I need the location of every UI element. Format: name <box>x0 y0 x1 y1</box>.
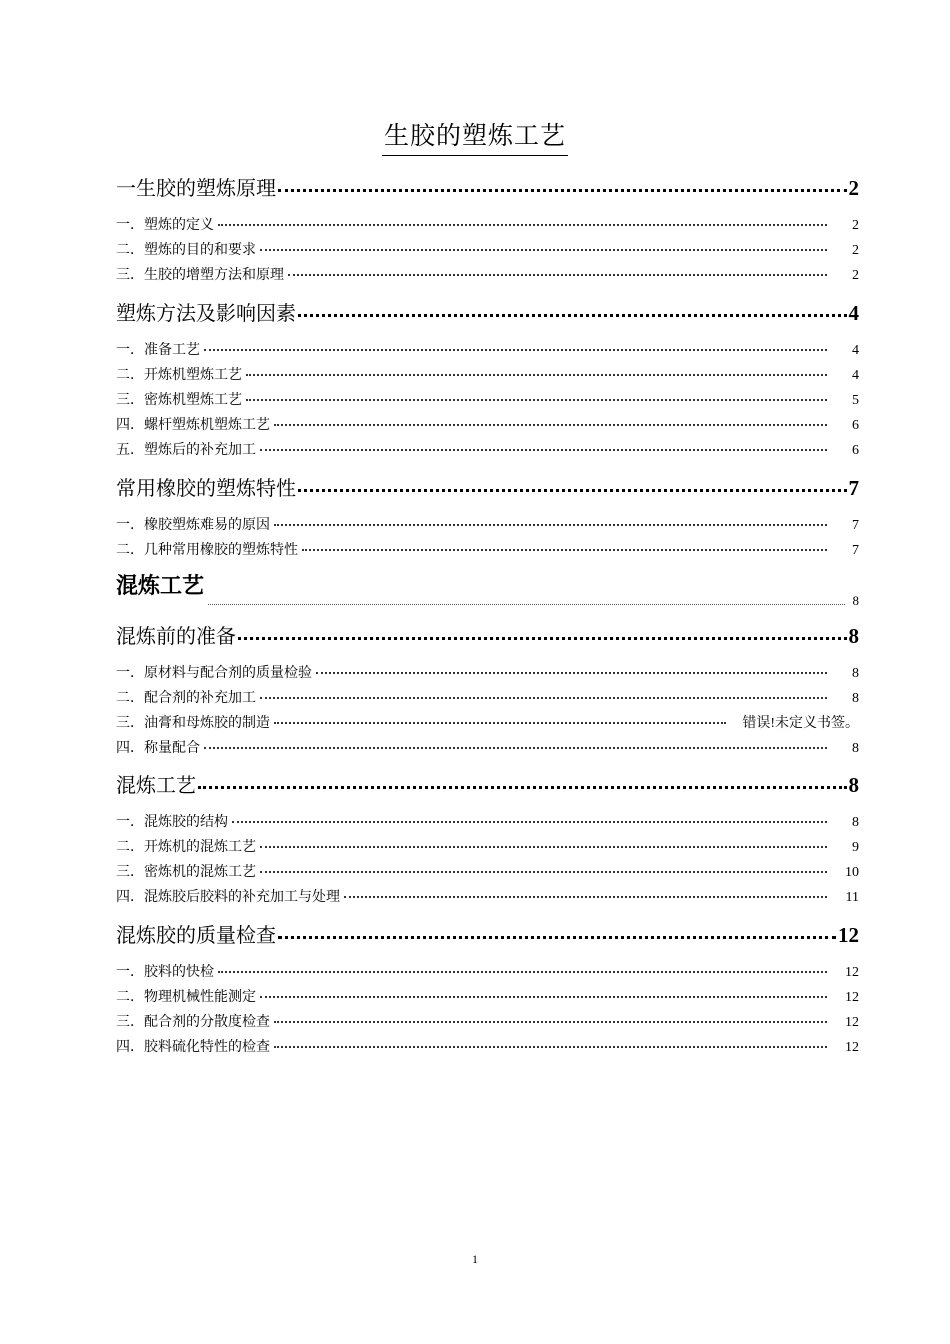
toc-item-label: 一．胶料的快检 <box>116 964 214 980</box>
toc-item[interactable] <box>116 886 859 906</box>
toc-heading[interactable] <box>116 620 859 649</box>
toc-item-label: 二．配合剂的补充加工 <box>116 690 256 706</box>
toc-item-page: 8 <box>852 691 859 706</box>
toc-heading[interactable] <box>116 769 859 798</box>
dot-leader <box>238 637 847 640</box>
toc-heading-page: 4 <box>848 301 859 325</box>
toc-item-label: 二．开炼机塑炼工艺 <box>116 367 242 383</box>
toc-item[interactable] <box>116 836 859 856</box>
toc-item-page: 错误!未定义书签。 <box>742 716 859 731</box>
toc-item-label: 一．混炼胶的结构 <box>116 814 228 830</box>
toc-item-label: 一．橡胶塑炼难易的原因 <box>116 517 270 533</box>
toc-heading[interactable] <box>116 919 859 948</box>
dot-leader <box>278 936 836 939</box>
toc-item-label: 一．原材料与配合剂的质量检验 <box>116 665 312 681</box>
toc-heading-page: 8 <box>848 624 859 648</box>
dot-leader <box>260 697 827 699</box>
toc-item[interactable] <box>116 539 859 559</box>
dot-leader <box>204 747 827 749</box>
toc-item-page: 2 <box>852 268 859 283</box>
dot-leader <box>274 722 726 724</box>
toc-item[interactable] <box>116 1036 859 1056</box>
dot-leader <box>288 274 827 276</box>
toc-item-page: 8 <box>852 815 859 830</box>
toc-item[interactable] <box>116 737 859 757</box>
dot-leader <box>298 314 847 317</box>
toc-item-label: 三．配合剂的分散度检查 <box>116 1014 270 1030</box>
toc-item[interactable] <box>116 389 859 409</box>
toc-item-label: 三．油膏和母炼胶的制造 <box>116 715 270 731</box>
dot-leader <box>274 524 827 526</box>
toc-item-label: 二．物理机械性能测定 <box>116 989 256 1005</box>
dot-leader <box>260 249 827 251</box>
toc-item-page: 5 <box>852 393 859 408</box>
toc-item[interactable] <box>116 961 859 981</box>
dot-leader <box>204 349 827 351</box>
toc-item[interactable] <box>116 986 859 1006</box>
toc-heading[interactable] <box>116 472 859 501</box>
toc-heading-label: 常用橡胶的塑炼特性 <box>116 476 296 500</box>
toc-item-page: 12 <box>845 1040 859 1055</box>
toc-item[interactable] <box>116 662 859 682</box>
dot-leader <box>246 399 827 401</box>
toc-item-label: 一．准备工艺 <box>116 342 200 358</box>
dot-leader <box>274 424 827 426</box>
toc-item[interactable] <box>116 364 859 384</box>
toc-item-page: 6 <box>852 418 859 433</box>
toc-item-label: 四．胶料硫化特性的检查 <box>116 1039 270 1055</box>
dot-leader <box>302 549 827 551</box>
toc-item-page: 4 <box>852 343 859 358</box>
toc-item-label: 二．几种常用橡胶的塑炼特性 <box>116 542 298 558</box>
toc-item-page: 7 <box>852 518 859 533</box>
toc-item-label: 二．开炼机的混炼工艺 <box>116 839 256 855</box>
toc-heading-page: 12 <box>838 923 859 947</box>
dot-leader <box>316 672 827 674</box>
dot-leader <box>344 896 827 898</box>
toc-item-page: 12 <box>845 990 859 1005</box>
toc-item-page: 10 <box>845 865 859 880</box>
toc-heading[interactable] <box>116 172 859 201</box>
toc-heading[interactable] <box>116 297 859 326</box>
toc-item-page: 8 <box>852 741 859 756</box>
toc-item[interactable] <box>116 687 859 707</box>
toc-item-label: 二．塑炼的目的和要求 <box>116 242 256 258</box>
dot-leader <box>246 374 827 376</box>
document-title: 生胶的塑炼工艺 <box>0 116 950 156</box>
toc-item-label: 五．塑炼后的补充加工 <box>116 442 256 458</box>
toc-item-page: 11 <box>845 890 859 905</box>
toc-item[interactable] <box>116 1011 859 1031</box>
toc-item[interactable] <box>116 712 859 732</box>
toc-item-page: 6 <box>852 443 859 458</box>
dot-leader <box>274 1046 827 1048</box>
toc-heading-label: 混炼前的准备 <box>116 624 236 648</box>
dot-leader <box>208 604 845 605</box>
toc-item-label: 三．密炼机塑炼工艺 <box>116 392 242 408</box>
toc-item-label: 一．塑炼的定义 <box>116 217 214 233</box>
toc-heading-page: 2 <box>848 176 859 200</box>
toc-item[interactable] <box>116 339 859 359</box>
toc-item[interactable] <box>116 514 859 534</box>
toc-item-page: 12 <box>845 1015 859 1030</box>
toc-item-label: 四．混炼胶后胶料的补充加工与处理 <box>116 889 340 905</box>
dot-leader <box>260 846 827 848</box>
toc-heading-label: 混炼工艺 <box>116 773 196 797</box>
toc-item[interactable] <box>116 861 859 881</box>
toc-item-label: 三．密炼机的混炼工艺 <box>116 864 256 880</box>
toc-item[interactable] <box>116 414 859 434</box>
toc-item-label: 四．称量配合 <box>116 740 200 756</box>
dot-leader <box>298 489 847 492</box>
toc-heading-page: 8 <box>852 593 859 608</box>
toc-item-label: 四．螺杆塑炼机塑炼工艺 <box>116 417 270 433</box>
toc-item[interactable] <box>116 264 859 284</box>
toc-item-page: 2 <box>852 243 859 258</box>
toc-heading[interactable] <box>116 569 859 608</box>
toc-item[interactable] <box>116 811 859 831</box>
dot-leader <box>218 224 827 226</box>
toc-item-page: 9 <box>852 840 859 855</box>
dot-leader <box>260 871 827 873</box>
dot-leader <box>198 786 847 789</box>
dot-leader <box>278 189 847 192</box>
toc-item[interactable] <box>116 239 859 259</box>
toc-item-page: 8 <box>852 666 859 681</box>
toc-heading-label: 混炼工艺 <box>116 574 205 599</box>
toc-item-page: 7 <box>852 543 859 558</box>
toc-heading-label: 一生胶的塑炼原理 <box>116 176 276 200</box>
toc-item-page: 12 <box>845 965 859 980</box>
toc-heading-page: 7 <box>848 476 859 500</box>
toc-item-label: 三．生胶的增塑方法和原理 <box>116 267 284 283</box>
dot-leader <box>260 449 827 451</box>
toc-heading-label: 塑炼方法及影响因素 <box>116 301 296 325</box>
toc-item-page: 4 <box>852 368 859 383</box>
dot-leader <box>218 971 827 973</box>
dot-leader <box>274 1021 827 1023</box>
toc-item-page: 2 <box>852 218 859 233</box>
toc-heading-page: 8 <box>848 773 859 797</box>
page-number: 1 <box>472 1252 478 1266</box>
toc-item[interactable] <box>116 214 859 234</box>
toc-heading-label: 混炼胶的质量检查 <box>116 923 276 947</box>
dot-leader <box>260 996 827 998</box>
dot-leader <box>232 821 827 823</box>
toc-item[interactable] <box>116 439 859 459</box>
